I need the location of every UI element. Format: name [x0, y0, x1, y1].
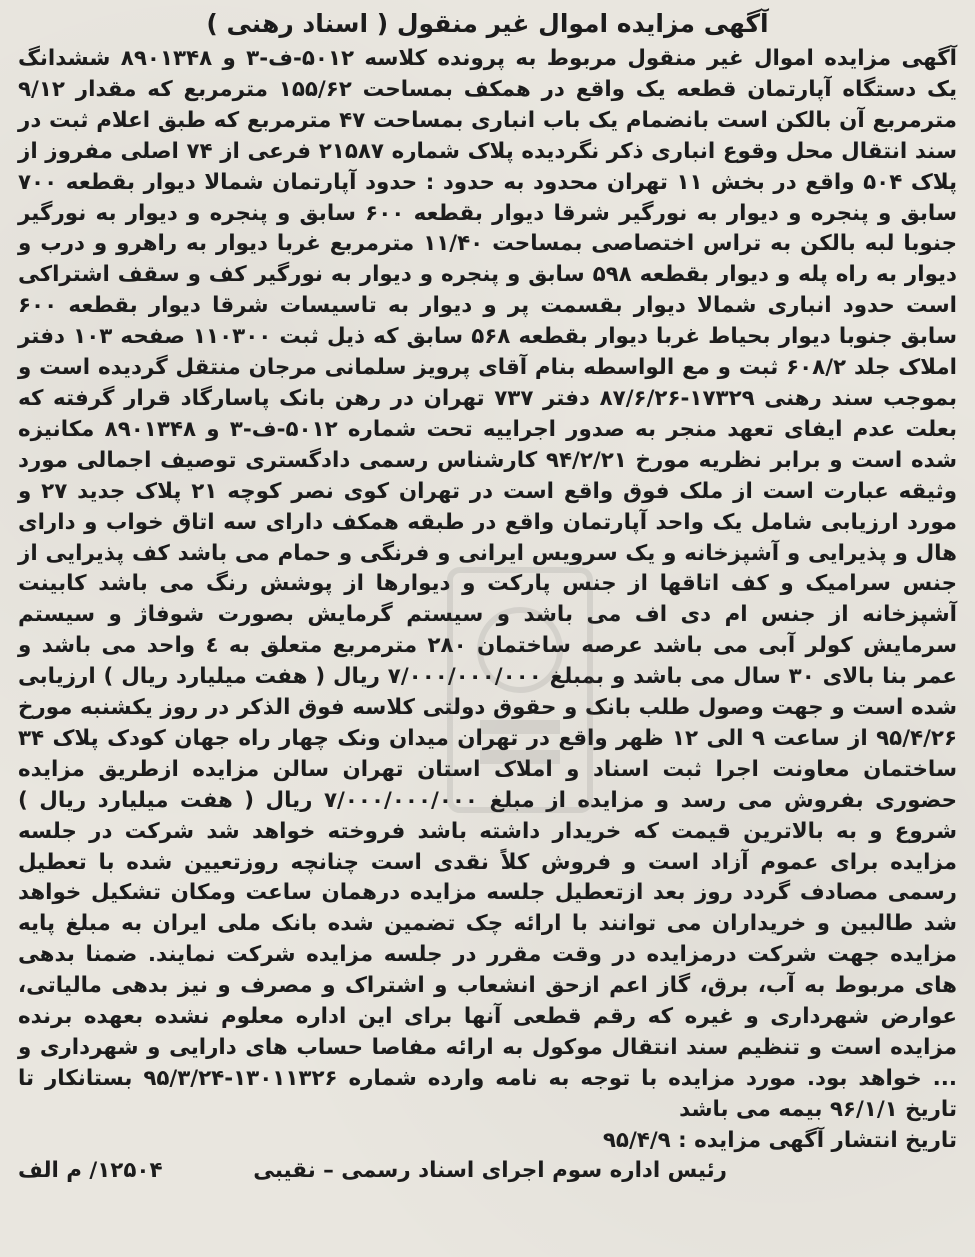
notice-body-text: آگهی مزایده اموال غیر منقول مربوط به پرونده کلاسه ۵۰۱۲-ف-۳ و ۸۹۰۱۳۴۸ ششدانگ یک دستگاه آپارتمان قطعه یک واقع در همکف بمساحت ۱۵۵/۶۲ مترمربع که مقدار ۹/۱۲ مترمربع آن بالکن است بانضمام یک باب انباری بمساحت ۴۷ مترمربع که طبق اعلام ثبت در سند انتقال محل وقوع انباری ذکر نگردیده پلاک شماره ۲۱۵۸۷ فرعی از ۷۴ اصلی مفروز از پلاک ۵۰۴ واقع در بخش ۱۱ تهران محدود به حدود : حدود آپارتمان شمالا دیوار بقطعه ۷۰۰ سابق و پنجره و دیوار به نورگیر شرقا دیوار بقطعه ۶۰۰ سابق و پنجره و دیوار به نورگیر جنوبا لبه بالکن به تراس اختصاصی بمساحت ۱۱/۴۰ مترمربع غربا دیوار به راهرو و درب و دیوار به راه پله و دیوار بقطعه ۵۹۸ سابق و پنجره و دیوار به نورگیر کف و سقف اشتراکی است حدود انباری شمالا دیوار بقسمت پر و دیوار به تاسیسات شرقا دیوار بقطعه ۶۰۰ سابق جنوبا دیوار بحیاط غربا دیوار بقطعه ۵۶۸ سابق که ذیل ثبت ۱۱۰۳۰۰ صفحه ۱۰۳ دفتر املاک جلد ۶۰۸/۲ ثبت و مع الواسطه بنام آقای پرویز سلمانی مرجان منتقل گردیده است و بموجب سند رهنی ۱۷۳۲۹-۸۷/۶/۲۶ دفتر ۷۳۷ تهران در رهن بانک پاسارگاد قرار گرفته که بعلت عدم ایفای تعهد منجر به صدور اجراییه تحت شماره ۵۰۱۲-ف-۳ و ۸۹۰۱۳۴۸ مکانیزه شده است و برابر نظریه مورخ ۹۴/۲/۲۱ کارشناس رسمی دادگستری توصیف اجمالی مورد وثیقه عبارت است از ملک فوق واقع است در تهران کوی نصر کوچه ۲۱ پلاک جدید ۲۷ و مورد ارزیابی شامل یک واحد آپارتمان واقع در طبقه همکف دارای سه اتاق خواب و دارای هال و پذیرایی و آشپزخانه و یک سرویس ایرانی و فرنگی و حمام می باشد کف پذیرایی از جنس سرامیک و کف اتاقها از جنس پارکت و دیوارها از پوشش رنگ می باشد کابینت آشپزخانه از جنس ام دی اف می باشد و سیستم گرمایش بصورت شوفاژ و سیستم سرمایش کولر آبی می باشد عرصه ساختمان ۲۸۰ مترمربع متعلق به ٤ واحد می باشد و عمر بنا بالای ۳۰ سال می باشد و بمبلغ ۷/۰۰۰/۰۰۰/۰۰۰ ریال ( هفت میلیارد ریال ) ارزیابی شده است و جهت وصول طلب بانک و حقوق دولتی کلاسه فوق الذکر در روز یکشنبه مورخ ۹۵/۴/۲۶ از ساعت ۹ الی ۱۲ ظهر واقع در تهران میدان ونک چهار راه جهان کودک پلاک ۳۴ ساختمان معاونت اجرا ثبت اسناد و املاک استان تهران سالن مزایده ازطریق مزایده حضوری بفروش می رسد و مزایده از مبلغ ۷/۰۰۰/۰۰۰/۰۰۰ ریال ( هفت میلیارد ریال ) شروع و به بالاترین قیمت که خریدار داشته باشد فروخته خواهد شد شرکت در جلسه مزایده برای عموم آزاد است و فروش کلاً نقدی است چنانچه روزتعیین شده با تعطیل رسمی مصادف گردد روز بعد ازتعطیل جلسه مزایده درهمان ساعت ومکان تشکیل خواهد شد طالبین و خریداران می توانند با ارائه چک تضمین شده بانک ملی ایران به مبلغ پایه مزایده جهت شرکت درمزایده در وقت مقرر در جلسه مزایده شرکت نمایند. ضمنا بدهی های مربوط به آب، برق، گاز اعم ازحق انشعاب و اشتراک و مصرف و نیز بدهی مالیاتی، عوارض شهرداری و غیره که رقم قطعی آنها برای این اداره معلوم نشده بعهده برنده مزایده است و تنظیم سند انتقال موکول به ارائه مفاصا حساب های دارایی و شهرداری و ... خواهد بود. مورد مزایده با توجه به نامه وارده شماره ۱۳۰۱۱۳۲۶-۹۵/۳/۲۴ بستانکار تا تاریخ ۹۶/۱/۱ بیمه می باشد [18, 46, 958, 1122]
publish-date: تاریخ انتشار آگهی مزایده : ۹۵/۴/۹ [602, 1127, 957, 1153]
signature: رئیس اداره سوم اجرای اسناد رسمی – نقیبی [253, 1158, 727, 1184]
reference-code: ۱۲۵۰۴/ م الف [18, 1158, 163, 1184]
notice-meta [18, 1126, 957, 1157]
notice-footer [18, 1156, 957, 1186]
notice-body [18, 44, 957, 1126]
notice-title: آگهی مزایده اموال غیر منقول ( اسناد رهنی ) [206, 9, 769, 38]
